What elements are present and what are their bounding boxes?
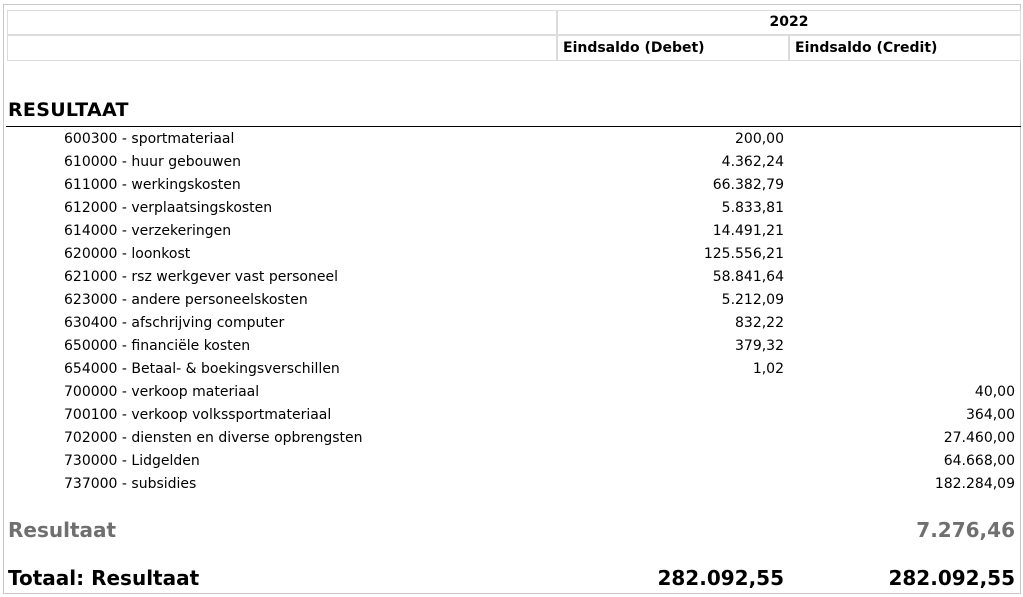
account-label: 630400 - afschrijving computer — [64, 315, 285, 331]
debit-value: 200,00 — [735, 131, 784, 147]
header-empty-cell — [7, 10, 557, 35]
credit-value: 182.284,09 — [934, 476, 1015, 492]
account-label: 614000 - verzekeringen — [64, 223, 232, 239]
result-label: Resultaat — [8, 518, 117, 542]
total-row — [0, 563, 1023, 593]
debit-value: 832,22 — [735, 315, 784, 331]
account-rows — [0, 128, 1023, 496]
total-debit-value: 282.092,55 — [657, 566, 784, 590]
account-label: 702000 - diensten en diverse opbrengsten — [64, 430, 363, 446]
debit-value: 5.833,81 — [721, 200, 784, 216]
account-row — [0, 128, 1023, 151]
account-label: 621000 - rsz werkgever vast personeel — [64, 269, 338, 285]
credit-value: 40,00 — [974, 384, 1015, 400]
account-row — [0, 427, 1023, 450]
account-row — [0, 312, 1023, 335]
account-label: 700100 - verkoop volkssportmateriaal — [64, 407, 332, 423]
account-row — [0, 473, 1023, 496]
debit-value: 379,32 — [735, 338, 784, 354]
header-label-cell — [7, 35, 557, 61]
credit-value: 364,00 — [966, 407, 1015, 423]
account-label: 654000 - Betaal- & boekingsverschillen — [64, 361, 340, 377]
account-label: 611000 - werkingskosten — [64, 177, 241, 193]
account-row — [0, 289, 1023, 312]
debit-value: 1,02 — [752, 361, 784, 377]
debit-value: 66.382,79 — [712, 177, 784, 193]
account-row — [0, 174, 1023, 197]
debit-value: 5.212,09 — [721, 292, 784, 308]
account-row — [0, 243, 1023, 266]
account-row — [0, 358, 1023, 381]
debit-column-header: Eindsaldo (Debet) — [563, 40, 705, 56]
account-label: 623000 - andere personeelskosten — [64, 292, 308, 308]
credit-column-header: Eindsaldo (Credit) — [795, 40, 938, 56]
debit-value: 58.841,64 — [712, 269, 784, 285]
result-row — [0, 515, 1023, 545]
debit-value: 14.491,21 — [712, 223, 784, 239]
account-label: 620000 - loonkost — [64, 246, 191, 262]
account-label: 612000 - verplaatsingskosten — [64, 200, 273, 216]
debit-value: 4.362,24 — [721, 154, 784, 170]
account-row — [0, 220, 1023, 243]
section-title: RESULTAAT — [8, 99, 129, 121]
account-label: 730000 - Lidgelden — [64, 453, 200, 469]
account-row — [0, 197, 1023, 220]
account-label: 610000 - huur gebouwen — [64, 154, 241, 170]
account-row — [0, 151, 1023, 174]
account-label: 650000 - financiële kosten — [64, 338, 251, 354]
account-row — [0, 266, 1023, 289]
result-credit-value: 7.276,46 — [916, 518, 1015, 542]
account-row — [0, 450, 1023, 473]
section-divider — [6, 126, 1021, 127]
total-credit-value: 282.092,55 — [888, 566, 1015, 590]
credit-value: 64.668,00 — [943, 453, 1015, 469]
account-label: 600300 - sportmateriaal — [64, 131, 235, 147]
year-header: 2022 — [769, 14, 809, 30]
debit-value: 125.556,21 — [703, 246, 784, 262]
account-label: 700000 - verkoop materiaal — [64, 384, 260, 400]
total-label: Totaal: Resultaat — [8, 566, 200, 590]
account-row — [0, 381, 1023, 404]
account-row — [0, 404, 1023, 427]
account-row — [0, 335, 1023, 358]
account-label: 737000 - subsidies — [64, 476, 197, 492]
credit-value: 27.460,00 — [943, 430, 1015, 446]
